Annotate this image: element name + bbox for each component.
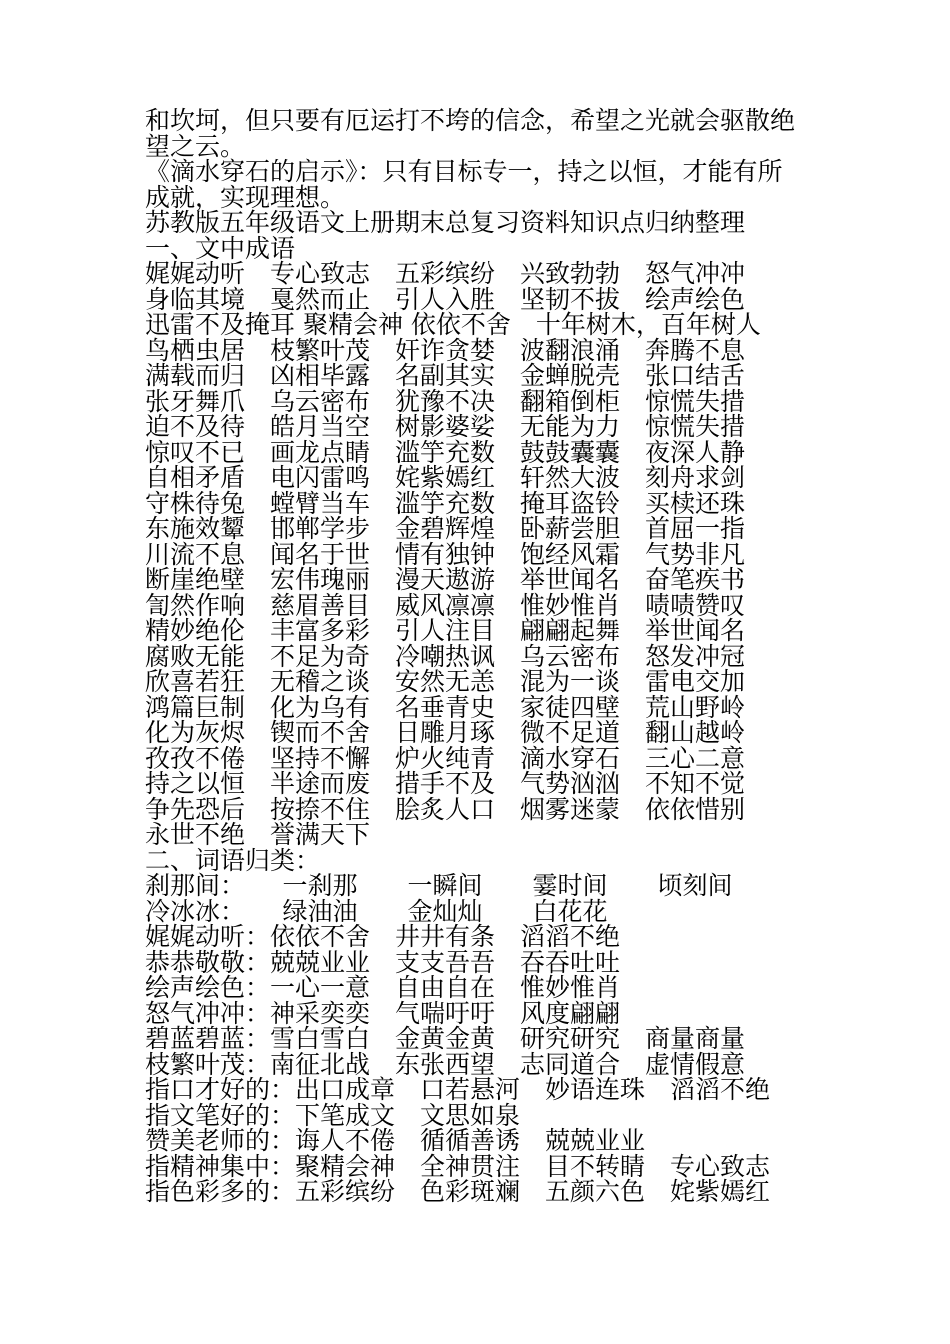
idiom-row: 持之以恒 半途而废 措手不及 气势汹汹 不知不觉 bbox=[145, 769, 746, 798]
category-row: 赞美老师的：诲人不倦 循循善诱 兢兢业业 bbox=[145, 1126, 646, 1155]
idiom-row: 争先恐后 按捺不住 脍炙人口 烟雾迷蒙 依依惜别 bbox=[145, 794, 746, 824]
section-heading: 二、词语归类： bbox=[145, 845, 321, 875]
idiom-row: 自相矛盾 电闪雷鸣 姹紫嫣红 轩然大波 刻舟求剑 bbox=[145, 463, 746, 492]
idiom-row: 腐败无能 不足为奇 冷嘲热讽 乌云密布 怒发冲冠 bbox=[145, 641, 746, 671]
idiom-row: 鸿篇巨制 化为乌有 名垂青史 家徒四壁 荒山野岭 bbox=[145, 692, 746, 722]
category-row: 刹那间： 一刹那 一瞬间 霎时间 顷刻间 bbox=[145, 871, 733, 900]
category-row: 枝繁叶茂：南征北战 东张西望 志同道合 虚情假意 bbox=[145, 1049, 746, 1079]
idiom-row: 精妙绝伦 丰富多彩 引人注目 翩翩起舞 举世闻名 bbox=[145, 616, 746, 645]
idiom-row: 守株待兔 螳臂当车 滥竽充数 掩耳盗铃 买椟还珠 bbox=[145, 488, 746, 518]
text-line: 和坎坷，但只要有厄运打不垮的信念，希望之光就会驱散绝 bbox=[145, 106, 796, 135]
category-row: 绘声绘色：一心一意 自由自在 惟妙惟肖 bbox=[145, 973, 621, 1002]
idiom-row: 张牙舞爪 乌云密布 犹豫不决 翻箱倒柜 惊慌失措 bbox=[145, 386, 746, 416]
category-row: 指精神集中：聚精会神 全神贯注 目不转睛 专心致志 bbox=[145, 1151, 771, 1181]
section-heading: 一、文中成语 bbox=[145, 233, 296, 263]
idiom-row: 惊叹不已 画龙点睛 滥竽充数 鼓鼓囊囊 夜深人静 bbox=[145, 437, 746, 467]
category-row: 怒气冲冲：神采奕奕 气喘吁吁 风度翩翩 bbox=[145, 998, 621, 1028]
idiom-row: 化为灰烬 锲而不舍 日雕月琢 微不足道 翻山越岭 bbox=[145, 718, 746, 747]
category-row: 指色彩多的：五彩缤纷 色彩斑斓 五颜六色 姹紫嫣红 bbox=[145, 1177, 771, 1206]
idiom-row: 川流不息 闻名于世 情有独钟 饱经风霜 气势非凡 bbox=[145, 539, 746, 569]
idiom-row: 欣喜若狂 无稽之谈 安然无恙 混为一谈 雷电交加 bbox=[145, 667, 746, 696]
idiom-row: 訇然作响 慈眉善目 威风凛凛 惟妙惟肖 啧啧赞叹 bbox=[145, 590, 746, 620]
idiom-row: 迫不及待 皓月当空 树影婆娑 无能为力 惊慌失措 bbox=[145, 412, 746, 441]
idiom-row: 孜孜不倦 坚持不懈 炉火纯青 滴水穿石 三心二意 bbox=[145, 743, 746, 773]
text-line: 望之云。 bbox=[145, 131, 246, 161]
text-line: 《滴水穿石的启示》：只有目标专一，持之以恒，才能有所 bbox=[145, 157, 783, 186]
idiom-row: 东施效颦 邯郸学步 金碧辉煌 卧薪尝胆 首屈一指 bbox=[145, 514, 746, 543]
category-row: 指口才好的：出口成章 口若悬河 妙语连珠 滔滔不绝 bbox=[145, 1075, 771, 1104]
section-title: 苏教版五年级语文上册期末总复习资料知识点归纳整理 bbox=[145, 208, 746, 237]
document-body bbox=[145, 108, 825, 1205]
category-row: 指文笔好的：下笔成文 文思如泉 bbox=[145, 1100, 521, 1130]
idiom-row: 永世不绝 誉满天下 bbox=[145, 820, 371, 849]
idiom-row: 满载而归 凶相毕露 名副其实 金蝉脱壳 张口结舌 bbox=[145, 361, 746, 390]
idiom-row: 鸟栖虫居 枝繁叶茂 奸诈贪婪 波翻浪涌 奔腾不息 bbox=[145, 335, 746, 365]
category-row: 恭恭敬敬：兢兢业业 支支吾吾 吞吞吐吐 bbox=[145, 947, 621, 977]
idiom-row: 身临其境 戛然而止 引人入胜 坚韧不拔 绘声绘色 bbox=[145, 284, 746, 314]
category-row: 碧蓝碧蓝：雪白雪白 金黄金黄 研究研究 商量商量 bbox=[145, 1024, 746, 1053]
idiom-row: 断崖绝壁 宏伟瑰丽 漫天遨游 举世闻名 奋笔疾书 bbox=[145, 565, 746, 594]
category-row: 娓娓动听：依依不舍 井井有条 滔滔不绝 bbox=[145, 922, 621, 951]
idiom-row: 迅雷不及掩耳 聚精会神 依依不舍 十年树木，百年树人 bbox=[145, 310, 761, 339]
idiom-row: 娓娓动听 专心致志 五彩缤纷 兴致勃勃 怒气冲冲 bbox=[145, 259, 746, 288]
text-line: 成就，实现理想。 bbox=[145, 182, 346, 212]
category-row: 冷冰冰： 绿油油 金灿灿 白花花 bbox=[145, 896, 608, 926]
